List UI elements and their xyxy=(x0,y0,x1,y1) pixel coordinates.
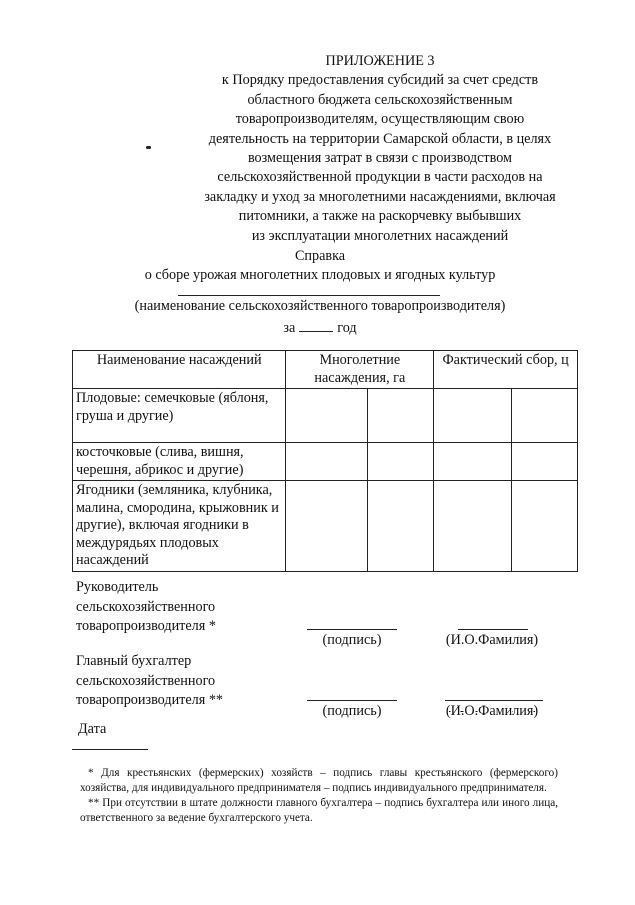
table-cell[interactable] xyxy=(368,443,434,481)
head-signature-label: Руководитель сельскохозяйственного товаропроизводителя * xyxy=(76,579,216,635)
document-title-block xyxy=(60,247,580,285)
table-header-row xyxy=(73,351,578,389)
table-cell[interactable] xyxy=(434,443,512,481)
table-cell[interactable] xyxy=(368,389,434,443)
table-cell[interactable] xyxy=(286,443,368,481)
head-signature-caption: (подпись) xyxy=(322,632,382,648)
table-cell[interactable] xyxy=(512,389,578,443)
table-cell[interactable] xyxy=(286,481,368,572)
table-row xyxy=(73,389,578,443)
harvest-table xyxy=(72,350,578,572)
accountant-signature-line[interactable] xyxy=(307,700,397,701)
footnote-2: ** При отсутствии в штате должности главного бухгалтера – подпись бухгалтера или иного лица, ответственного за ведение бухгалтерского учета. xyxy=(80,797,558,824)
row-label: косточковые (слива, вишня, черешня, абрикос и другие) xyxy=(73,443,286,481)
annex-line: областного бюджета сельскохозяйственным xyxy=(247,91,513,108)
head-name-caption: (И.О.Фамилия) xyxy=(445,632,539,648)
accountant-signature-label: Главный бухгалтер сельскохозяйственного товаропроизводителя ** xyxy=(76,653,224,709)
header-area: Многолетние насаждения, га xyxy=(286,351,434,389)
table-cell[interactable] xyxy=(434,481,512,572)
annex-line: сельскохозяйственной продукции в части расходов на xyxy=(217,169,543,186)
row-label: Ягодники (земляника, клубника, малина, смородина, крыжовник и другие), включая ягодники в междурядьях плодовых насаждений xyxy=(73,481,286,572)
annex-header xyxy=(180,52,580,246)
table-row xyxy=(73,443,578,481)
header-plantings: Наименование насаждений xyxy=(73,351,286,389)
year-line xyxy=(60,317,580,337)
table-cell[interactable] xyxy=(512,481,578,572)
document-subtitle: о сборе урожая многолетних плодовых и ягодных культур xyxy=(144,267,496,283)
year-prefix: за xyxy=(283,320,296,336)
annex-line: товаропроизводителям, осуществляющим свою xyxy=(235,111,525,128)
annex-line: деятельность на территории Самарской области, в целях xyxy=(208,130,552,147)
year-suffix: год xyxy=(337,320,357,336)
head-name-line[interactable] xyxy=(458,629,528,630)
accountant-name-line[interactable] xyxy=(445,700,543,701)
row-label: Плодовые: семечковые (яблоня, груша и другие) xyxy=(73,389,286,443)
annex-title: ПРИЛОЖЕНИЕ 3 xyxy=(325,53,435,69)
document-title: Справка xyxy=(294,248,346,264)
annex-line: к Порядку предоставления субсидий за счет средств xyxy=(221,72,539,89)
annex-line: закладку и уход за многолетними насаждениями, включая xyxy=(204,188,556,205)
accountant-signature-caption: (подпись) xyxy=(322,703,382,719)
annex-line: из эксплуатации многолетних насаждений xyxy=(251,227,509,244)
table-row xyxy=(73,481,578,572)
date-label: Дата xyxy=(78,721,107,737)
table-cell[interactable] xyxy=(434,389,512,443)
header-harvest: Фактический сбор, ц xyxy=(434,351,578,389)
annex-line: питомники, а также на раскорчевку выбывших xyxy=(238,208,522,225)
table-cell[interactable] xyxy=(512,443,578,481)
table-cell[interactable] xyxy=(286,389,368,443)
producer-name-line xyxy=(178,295,440,296)
scan-speck xyxy=(146,146,151,149)
annex-line: возмещения затрат в связи с производством xyxy=(247,150,513,167)
year-blank xyxy=(299,317,333,332)
table-cell[interactable] xyxy=(368,481,434,572)
head-signature-line[interactable] xyxy=(307,629,397,630)
footnotes xyxy=(80,766,558,826)
accountant-name-caption: (И.О.Фамилия) xyxy=(445,703,539,719)
footnote-1: * Для крестьянских (фермерских) хозяйств – подпись главы крестьянского (фермерского) хозяйства, для индивидуального предпринимателя – подпись индивидуального предпринимателя. xyxy=(80,767,558,794)
footnote-separator xyxy=(72,749,148,750)
producer-caption: (наименование сельскохозяйственного товаропроизводителя) xyxy=(134,298,506,314)
